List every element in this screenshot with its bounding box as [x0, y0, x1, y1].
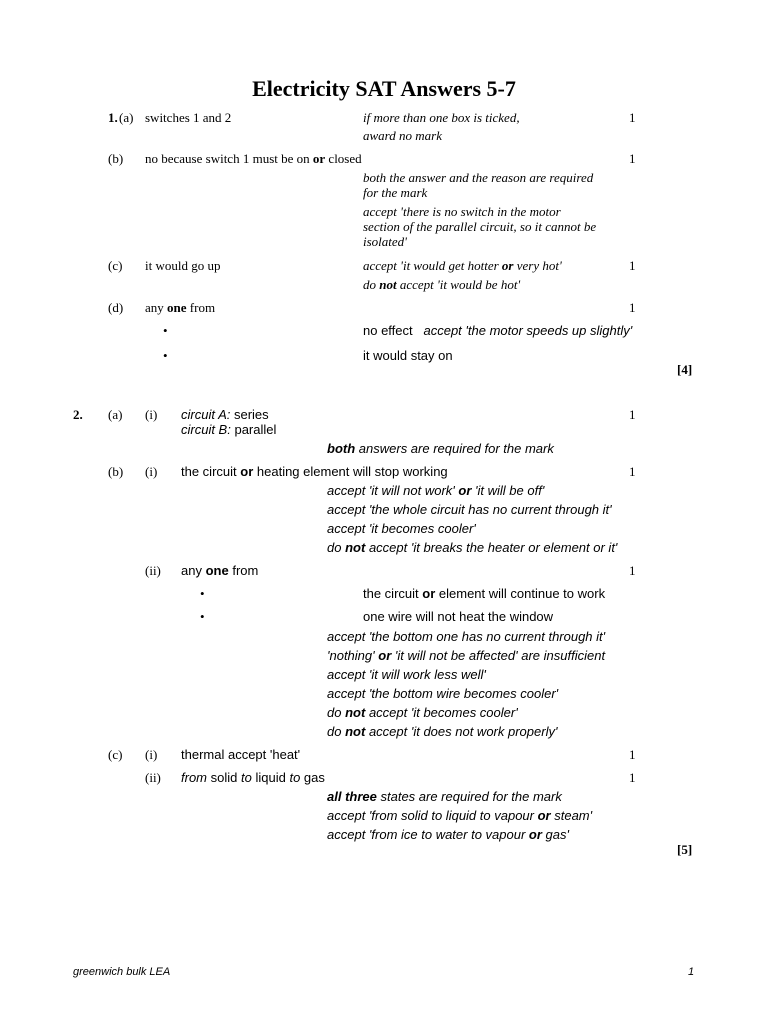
q2-b-note1: accept 'it will not work' or 'it will be off'	[327, 483, 545, 498]
q2-b-note2: accept 'the whole circuit has no current through it'	[327, 502, 612, 517]
q1-c-note2: do not accept 'it would be hot'	[363, 277, 521, 292]
q2-b-answer: the circuit or heating element will stop working	[181, 464, 448, 479]
footer-left: greenwich bulk LEA	[73, 966, 171, 978]
q1-b-answer: no because switch 1 must be on or closed	[145, 151, 362, 166]
bullet-icon: •	[163, 348, 168, 363]
q2-b-ii-note4: accept 'the bottom wire becomes cooler'	[327, 686, 559, 701]
q2-b-note3: accept 'it becomes cooler'	[327, 521, 476, 536]
q2-c-ii-note1: all three states are required for the mark	[327, 789, 562, 804]
q2-c-ii-note3: accept 'from ice to water to vapour or gas'	[327, 827, 569, 842]
q1-b-mark: 1	[629, 151, 636, 166]
q1-c-label: (c)	[108, 258, 123, 273]
q2-b-ii-note2: 'nothing' or 'it will not be affected' are insufficient	[327, 648, 606, 663]
q1-d-mark: 1	[629, 300, 636, 315]
q2-b-ii-note5: do not accept 'it becomes cooler'	[327, 705, 518, 720]
q1-a-answer: switches 1 and 2	[145, 110, 232, 125]
q1-a-label: (a)	[119, 110, 134, 125]
q2-b-ii-answer: any one from	[181, 563, 259, 578]
q2-a-label: (a)	[108, 407, 123, 422]
q2-c-i-mark: 1	[629, 747, 636, 762]
q2-a-line2: circuit B: parallel	[181, 422, 277, 437]
page-title: Electricity SAT Answers 5-7	[252, 76, 516, 101]
q1-number: 1.	[108, 110, 118, 125]
q1-a-note2: award no mark	[363, 128, 442, 143]
q2-b-note4: do not accept 'it breaks the heater or element or it'	[327, 540, 618, 555]
q2-c-i: (i)	[145, 747, 158, 762]
q1-d-answer: any one from	[145, 300, 216, 315]
q1-total-marks: [4]	[677, 362, 693, 377]
q2-number: 2.	[73, 407, 83, 422]
q2-a-mark: 1	[629, 407, 636, 422]
q2-b-ii-bullet2: one wire will not heat the window	[363, 609, 554, 624]
q1-b-note4: section of the parallel circuit, so it cannot be	[363, 219, 597, 234]
q2-b-ii: (ii)	[145, 563, 161, 578]
footer-page-number: 1	[688, 966, 695, 978]
q1-d-label: (d)	[108, 300, 124, 315]
q1-b-note5: isolated'	[363, 234, 407, 249]
q2-a-i: (i)	[145, 407, 158, 422]
bullet-icon: •	[200, 609, 205, 624]
q2-c-label: (c)	[108, 747, 123, 762]
q1-b-label: (b)	[108, 151, 124, 166]
q2-c-i-answer: thermal accept 'heat'	[181, 747, 301, 762]
q2-c-ii-mark: 1	[629, 770, 636, 785]
q2-b-ii-note1: accept 'the bottom one has no current through it'	[327, 629, 606, 644]
q1-b-note2: for the mark	[363, 185, 428, 200]
q2-b-ii-note6: do not accept 'it does not work properly'	[327, 724, 558, 739]
q1-a-note1: if more than one box is ticked,	[363, 110, 520, 125]
q2-c-ii-answer: from solid to liquid to gas	[181, 770, 325, 785]
q1-d-bullet2: it would stay on	[363, 348, 453, 363]
q2-a-line1: circuit A: series	[181, 407, 269, 422]
q2-b-ii-note3: accept 'it will work less well'	[327, 667, 486, 682]
q2-c-ii: (ii)	[145, 770, 161, 785]
q2-a-note: both answers are required for the mark	[327, 441, 554, 456]
q2-b-mark: 1	[629, 464, 636, 479]
q1-b-note1: both the answer and the reason are required	[363, 170, 594, 185]
q1-c-answer: it would go up	[145, 258, 221, 273]
q1-c-mark: 1	[629, 258, 636, 273]
q2-b-ii-mark: 1	[629, 563, 636, 578]
q1-b-note3: accept 'there is no switch in the motor	[363, 204, 561, 219]
q2-total-marks: [5]	[677, 842, 693, 857]
q2-c-ii-note2: accept 'from solid to liquid to vapour or steam'	[327, 808, 593, 823]
bullet-icon: •	[200, 586, 205, 601]
bullet-icon: •	[163, 323, 168, 338]
q1-c-note1: accept 'it would get hotter or very hot'	[363, 258, 562, 273]
q2-b-label: (b)	[108, 464, 124, 479]
q2-b-i: (i)	[145, 464, 158, 479]
q1-a-mark: 1	[629, 110, 636, 125]
q1-d-bullet1: no effect accept 'the motor speeds up slightly'	[363, 323, 633, 338]
q2-b-ii-bullet1: the circuit or element will continue to work	[363, 586, 606, 601]
